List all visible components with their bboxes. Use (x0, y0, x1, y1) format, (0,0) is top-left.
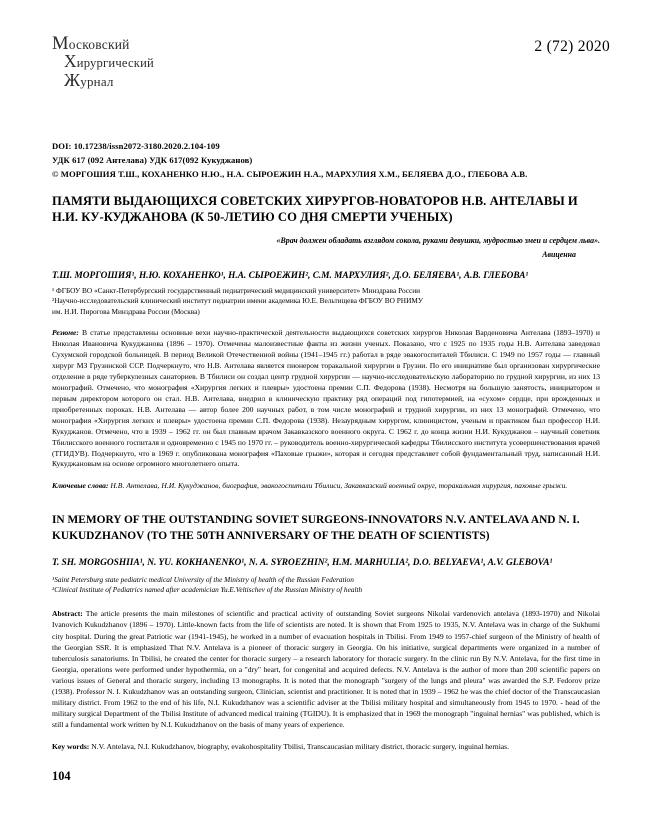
article-title-en: IN MEMORY OF THE OUTSTANDING SOVIET SURGEONS-INNOVATORS N.V. ANTELAVA AND N. I. KUKUDZHANOV (TO THE 50TH ANNIVERSARY OF THE DEATH OF SCIENTISTS) (52, 514, 580, 542)
page-header (52, 34, 610, 90)
keywords-en-text: N.V. Antelava, N.I. Kukudzhanov, biography, evakohospitality Tbilisi, Transcaucasian military district, thoracic surgery, inguinal hernias. (91, 742, 510, 752)
epigraph (52, 235, 600, 259)
abstract-en (52, 608, 600, 730)
abstract-ru-label: Резюме: (52, 328, 79, 338)
journal-logo-line-1: Московский (52, 33, 130, 54)
article-column (52, 140, 600, 752)
journal-logo-line-2: Хирургический (64, 51, 154, 71)
affiliation-en-2: ²Clinical Institute of Pediatrics named after academician Yu.E.Veltischev of the Russian Ministry of health (52, 585, 363, 595)
article-title-ru: ПАМЯТИ ВЫДАЮЩИХСЯ СОВЕТСКИХ ХИРУРГОВ-НОВАТОРОВ Н.В. АНТЕЛАВЫ И Н.И. КУ-КУДЖАНОВА (К 50-ЛЕТИЮ СО ДНЯ СМЕРТИ УЧЕНЫХ) (52, 193, 578, 225)
page-number: 104 (52, 769, 71, 783)
journal-logo-line-3: Журнал (64, 69, 114, 90)
udk-line: УДК 617 (092 Антелава) УДК 617(092 Кукуджанов) (52, 154, 253, 165)
abstract-en-text: The article presents the main milestones of scientific and practical activity of outstanding Soviet surgeons Nikolai vardenovich antelava (1893-1970) and Nikolai Ivanovich Kukudzhanov (1896 – 1970). Little-known facts from the life of scientists are noted. It is shown that From 1925 to 1935, N.V. Antelava was in charge of the Sukhumi city hospital. During the great Patriotic war (1941-1945), he worked in a number of evacuation hospitals in Tbilisi. From 1949 to 1957-chief surgeon of the Ministry of health of the Georgian SSR. It is emphasized That N.V. Antelava is a pioneer of thoracic surgery in Georgia. On his initiative, surgical departments were organized in a number of tuberculosis sanatoriums. In Tbilisi, he created the center for thoracic surgery – a research laboratory for thoracic surgery. In the clinic run By N.V. Antelava, for the first time in Georgia, operations were performed under hypothermia, on a "dry" heart, for congenital and acquired defects. N.V. Antelava is the author of more than 200 scientific papers on various issues of General and thoracic surgery, including 13 monographs. It is noted that the monograph "surgery of the lungs and pleura" was awarded the S.P. Fedorov prize (1938). Professor N. I. Kukudzhanov was an outstanding surgeon, Clinician, scientist and practitioner. It is noted that in 1939 – 1962 he was the chief doctor of the Transcaucasian military district. From 1962 to the end of his life, N.I. Kukudzhanov was a scientific adviser at the Tbilisi military hospital and simultaneously from 1945 to 1970. - head of the military surgical Department of the Tbilisi Institute of advanced medical training (TGIDU). It is emphasized that in 1969 the monograph "inguinal hernias" was published, which is still a fundamental work written by N.I. Kukudzhanov on the basis of many years of experience. (52, 609, 600, 730)
journal-logo (52, 34, 282, 89)
epigraph-text: «Врач должен обладать взглядом сокола, руками девушки, мудростью змеи и сердцем льва». (276, 236, 600, 246)
keywords-ru (52, 480, 600, 491)
affiliations-en (52, 575, 600, 597)
abstract-ru (52, 328, 600, 470)
keywords-en-label: Key words: (52, 742, 90, 752)
abstract-ru-text: В статье представлены основные вехи научно-практической деятельности выдающихся советских хирургов Николая Варденовича Антелава (1893–1970) и Николая Ивановича Кукуджанова (1896 – 1970). Отмечены малоизвестные факты из жизни ученых. Показано, что с 1925 по 1935 годы Н.В. Антелава заведовал Сухумской городской больницей. В период Великой Отечественной войны (1941–1945 гг.) работал в ряде эвакогоспиталей Тбилиси. С 1949 по 1957 годы — главный хирург МЗ Грузинской ССР. Подчеркнуто, что Н.В. Антелава является пионером торакальной хирургии в Грузии. По его инициативе был организован хирургические отделение в ряде туберкулезных санаториев. В Тбилиси он создал центр грудной хирургии — научно-исследовательскую лабораторию по грудной хирургии, из них 13 монографий. Отмечено, что монография «Хирургия легких и плевры» удостоена премии С.П. Федорова (1938). Несмотря на большую занятость, инициатором и первым директором которого он стал. Н.В. Антелава, внедрил в клиническую практику ряд операций под гипотермией, на «сухом» сердце, при врожденных и приобретенных пороках. Н.В. Антелава — автор более 200 научных работ, в том числе монографий и трудной хирургии, из них 13 монографий. Отмечено, что монография «Хирургия легких и плевры» удостоена премии С.П. Федорова (1938). Незаурядным хирургом, клиницистом, ученым и практиком был профессор Н.И. Кукуджанов. Отмечено, что в 1939 – 1962 гг. он был главным врачом Закавказского военного округа. С 1962 г. до конца жизни Н.И. Кукуджанов – научный советник Тбилисского военного госпиталя и одновременно с 1945 по 1970 гг. – руководитель военно-хирургической кафедры Тбилисского института усовершенствования врачей (ТГИДУВ). Подчеркнуто, что в 1969 г. опубликована монография «Паховые грыжи», которая и сегодня представляет собой фундаментальный труд, написанный Н.И. Кукуджановым на основе огромного многолетнего опыта. (52, 328, 600, 469)
epigraph-source: Авиценна (542, 249, 576, 259)
authors-en: T. SH. MORGOSHIIA¹, N. YU. KOKHANENKO¹, N. A. SYROEZHIN², H.M. MARHULIA², D.O. BELYAEVA¹, A.V. GLEBOVA¹ (52, 557, 553, 568)
article-meta (52, 140, 600, 182)
authors-ru: Т.Ш. МОРГОШИЯ¹, Н.Ю. КОХАНЕНКО¹, Н.А. СЫРОЕЖИН², С.М. МАРХУЛИЯ², Д.О. БЕЛЯЕВА¹, А.В. ГЛЕБОВА¹ (52, 270, 529, 281)
keywords-ru-label: Ключевые слова: (52, 481, 109, 491)
affiliation-en-1: ¹Saint Petersburg state pediatric medical University of the Ministry of health of the Russian Federation (52, 574, 354, 584)
issue-number: 2 (72) 2020 (534, 38, 610, 55)
abstract-en-label: Abstract: (52, 609, 83, 619)
affiliation-ru-3: им. Н.И. Пирогова Минздрава России (Москва) (52, 306, 200, 316)
keywords-en (52, 741, 600, 752)
copyright-line: © МОРГОШИЯ Т.Ш., КОХАНЕНКО Н.Ю., Н.А. СЫРОЕЖИН Н.А., МАРХУЛИЯ Х.М., БЕЛЯЕВА Д.О., ГЛЕБОВА А.В. (52, 168, 528, 179)
affiliation-ru-2: ²Научно-исследовательский клинический институт педиатрии имени академика Ю.Е. Вельтищева ФГБОУ ВО РНИМУ (52, 296, 424, 306)
affiliations-ru (52, 286, 600, 318)
doi-line: DOI: 10.17238/issn2072-3180.2020.2.104-109 (52, 141, 220, 151)
keywords-ru-text: Н.В. Антелава, Н.И. Кукуджанов, биография, эвакогоспитали Тбилиси, Закавказский военный округ, торакальная хирургия, паховые грыжи. (110, 481, 568, 491)
affiliation-ru-1: ¹ ФГБОУ ВО «Санкт-Петербургский государственный педиатрический медицинский университет» Минздрава России (52, 285, 421, 295)
